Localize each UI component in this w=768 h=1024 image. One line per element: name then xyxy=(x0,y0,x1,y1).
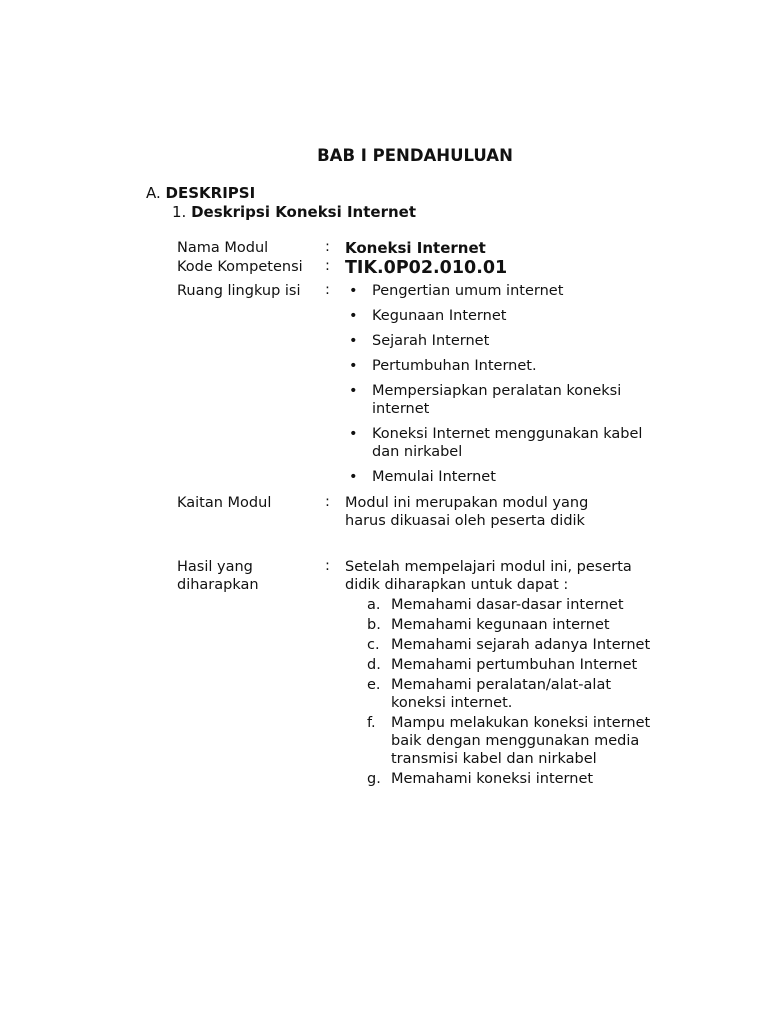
hasil-item-text: Memahami peralatan/alat-alat koneksi internet. xyxy=(391,677,612,711)
kaitan-modul-value: Modul ini merupakan modul yang harus dikuasai oleh peserta didik xyxy=(345,495,589,529)
hasil-item-text: Mampu melakukan koneksi internet baik dengan menggunakan media transmisi kabel dan nirkabel xyxy=(391,715,651,767)
hasil-item-marker: c. xyxy=(367,637,380,653)
hasil-item-marker: f. xyxy=(367,715,376,731)
bullet-icon: • xyxy=(349,283,358,299)
ruang-lingkup-item-text: Sejarah Internet xyxy=(372,333,490,349)
ruang-lingkup-item xyxy=(345,425,665,461)
bullet-icon: • xyxy=(349,426,358,442)
ruang-lingkup-item xyxy=(345,382,665,418)
subsection-heading xyxy=(172,203,416,221)
hasil-item-text: Memahami dasar-dasar internet xyxy=(391,597,624,613)
hasil-label xyxy=(177,558,259,594)
hasil-intro: Setelah mempelajari modul ini, peserta didik diharapkan untuk dapat : xyxy=(345,559,632,593)
hasil-item-marker: g. xyxy=(367,771,381,787)
hasil-item xyxy=(345,676,665,712)
hasil-item xyxy=(345,656,665,674)
nama-modul-colon: : xyxy=(325,239,330,255)
ruang-lingkup-item xyxy=(345,282,665,300)
kode-kompetensi-colon: : xyxy=(325,258,330,274)
ruang-lingkup-item-text: Mempersiapkan peralatan koneksi internet xyxy=(372,383,622,417)
ruang-lingkup-item-text: Kegunaan Internet xyxy=(372,308,507,324)
hasil-label-line1: Hasil yang xyxy=(177,559,253,575)
hasil-item xyxy=(345,770,665,788)
bullet-icon: • xyxy=(349,333,358,349)
ruang-lingkup-item-text: Pertumbuhan Internet. xyxy=(372,358,537,374)
hasil-item-text: Memahami pertumbuhan Internet xyxy=(391,657,638,673)
hasil-item xyxy=(345,616,665,634)
hasil-item-marker: b. xyxy=(367,617,381,633)
ruang-lingkup-item xyxy=(345,357,665,375)
ruang-lingkup-item-text: Memulai Internet xyxy=(372,469,496,485)
bullet-icon: • xyxy=(349,358,358,374)
ruang-lingkup-item xyxy=(345,468,665,486)
nama-modul-value: Koneksi Internet xyxy=(345,239,486,257)
hasil-item-marker: a. xyxy=(367,597,381,613)
ruang-lingkup-list xyxy=(345,282,665,493)
subsection-number: 1. xyxy=(172,203,187,221)
hasil-item-marker: d. xyxy=(367,657,381,673)
ruang-lingkup-item xyxy=(345,307,665,325)
section-letter: A. xyxy=(146,184,161,202)
bullet-icon: • xyxy=(349,383,358,399)
hasil-label-line2: diharapkan xyxy=(177,577,259,593)
hasil-item xyxy=(345,636,665,654)
hasil-list xyxy=(345,596,665,790)
ruang-lingkup-item-text: Pengertian umum internet xyxy=(372,283,564,299)
ruang-lingkup-label: Ruang lingkup isi xyxy=(177,283,301,299)
section-heading xyxy=(146,184,255,202)
bullet-icon: • xyxy=(349,308,358,324)
nama-modul-label: Nama Modul xyxy=(177,240,269,256)
bullet-icon: • xyxy=(349,469,358,485)
chapter-title: BAB I PENDAHULUAN xyxy=(317,146,513,165)
hasil-item-marker: e. xyxy=(367,677,381,693)
ruang-lingkup-colon: : xyxy=(325,282,330,298)
hasil-item-text: Memahami kegunaan internet xyxy=(391,617,610,633)
ruang-lingkup-item xyxy=(345,332,665,350)
hasil-item xyxy=(345,596,665,614)
hasil-colon: : xyxy=(325,558,330,574)
ruang-lingkup-item-text: Koneksi Internet menggunakan kabel dan nirkabel xyxy=(372,426,643,460)
hasil-item-text: Memahami sejarah adanya Internet xyxy=(391,637,651,653)
hasil-item-text: Memahami koneksi internet xyxy=(391,771,594,787)
kode-kompetensi-value: TIK.0P02.010.01 xyxy=(345,258,508,278)
kaitan-modul-colon: : xyxy=(325,494,330,510)
subsection-title: Deskripsi Koneksi Internet xyxy=(191,203,416,221)
kode-kompetensi-label: Kode Kompetensi xyxy=(177,259,303,275)
kaitan-modul-label: Kaitan Modul xyxy=(177,495,272,511)
section-title: DESKRIPSI xyxy=(165,184,256,202)
hasil-item xyxy=(345,714,665,768)
